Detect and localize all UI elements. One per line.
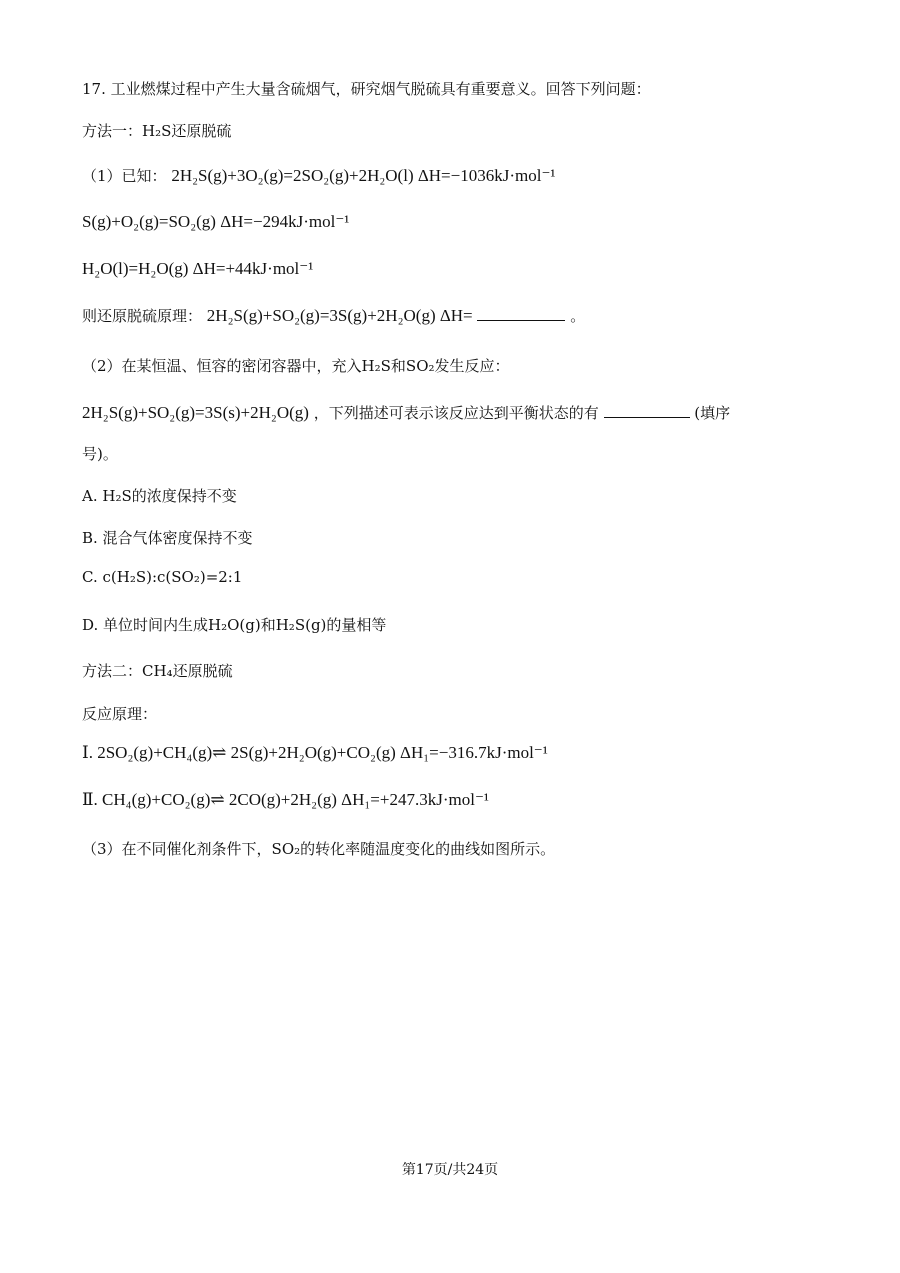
answer-blank-1[interactable] <box>477 306 565 321</box>
part1-row <box>82 165 556 187</box>
equation-2: S(g)+O₂(g)=SO₂(g) ΔH=−294kJ·mol⁻¹ <box>82 212 350 231</box>
page-footer: 第17页/共24页 <box>401 1162 499 1178</box>
answer-blank-2[interactable] <box>604 403 690 418</box>
equation-3: H₂O(l)=H₂O(g) ΔH=+44kJ·mol⁻¹ <box>82 259 314 278</box>
part1-question-prefix: 则还原脱硫原理： <box>82 307 203 325</box>
method1-heading: 方法一：H₂S还原脱硫 <box>82 122 232 140</box>
option-c: C. c(H₂S):c(SO₂)=2:1 <box>82 568 243 586</box>
part2-text: （2）在某恒温、恒容的密闭容器中，充入H₂S和SO₂发生反应： <box>82 357 510 375</box>
part2-equation-row <box>82 402 730 424</box>
principle-label: 反应原理： <box>82 705 158 723</box>
part1-label: （1）已知： <box>82 167 167 185</box>
option-a: A. H₂S的浓度保持不变 <box>82 487 237 505</box>
question-intro: 17. 工业燃煤过程中产生大量含硫烟气，研究烟气脱硫具有重要意义。回答下列问题： <box>82 80 651 98</box>
method2-heading: 方法二：CH₄还原脱硫 <box>82 662 233 680</box>
option-b: B. 混合气体密度保持不变 <box>82 529 253 547</box>
part1-question <box>82 305 585 327</box>
equation-1: 2H₂S(g)+3O₂(g)=2SO₂(g)+2H₂O(l) ΔH=−1036kJ·mol⁻¹ <box>171 166 556 185</box>
reaction-1: Ⅰ. 2SO₂(g)+CH₄(g)⇌ 2S(g)+2H₂O(g)+CO₂(g) ΔH₁=−316.7kJ·mol⁻¹ <box>82 743 548 762</box>
part2-question: ，下列描述可表示该反应达到平衡状态的有 <box>313 404 599 422</box>
part2-fill-hint: (填序 <box>694 404 731 422</box>
part2-equation: 2H₂S(g)+SO₂(g)=3S(s)+2H₂O(g) <box>82 403 309 422</box>
target-equation: 2H₂S(g)+SO₂(g)=3S(g)+2H₂O(g) ΔH= <box>206 306 473 325</box>
part3-text: （3）在不同催化剂条件下，SO₂的转化率随温度变化的曲线如图所示。 <box>82 840 556 858</box>
reaction-2: Ⅱ. CH₄(g)+CO₂(g)⇌ 2CO(g)+2H₂(g) ΔH₁=+247.3kJ·mol⁻¹ <box>82 790 490 809</box>
option-d: D. 单位时间内生成H₂O(g)和H₂S(g)的量相等 <box>82 616 387 634</box>
part2-continue: 号)。 <box>82 445 118 463</box>
part1-question-end: 。 <box>570 307 586 325</box>
